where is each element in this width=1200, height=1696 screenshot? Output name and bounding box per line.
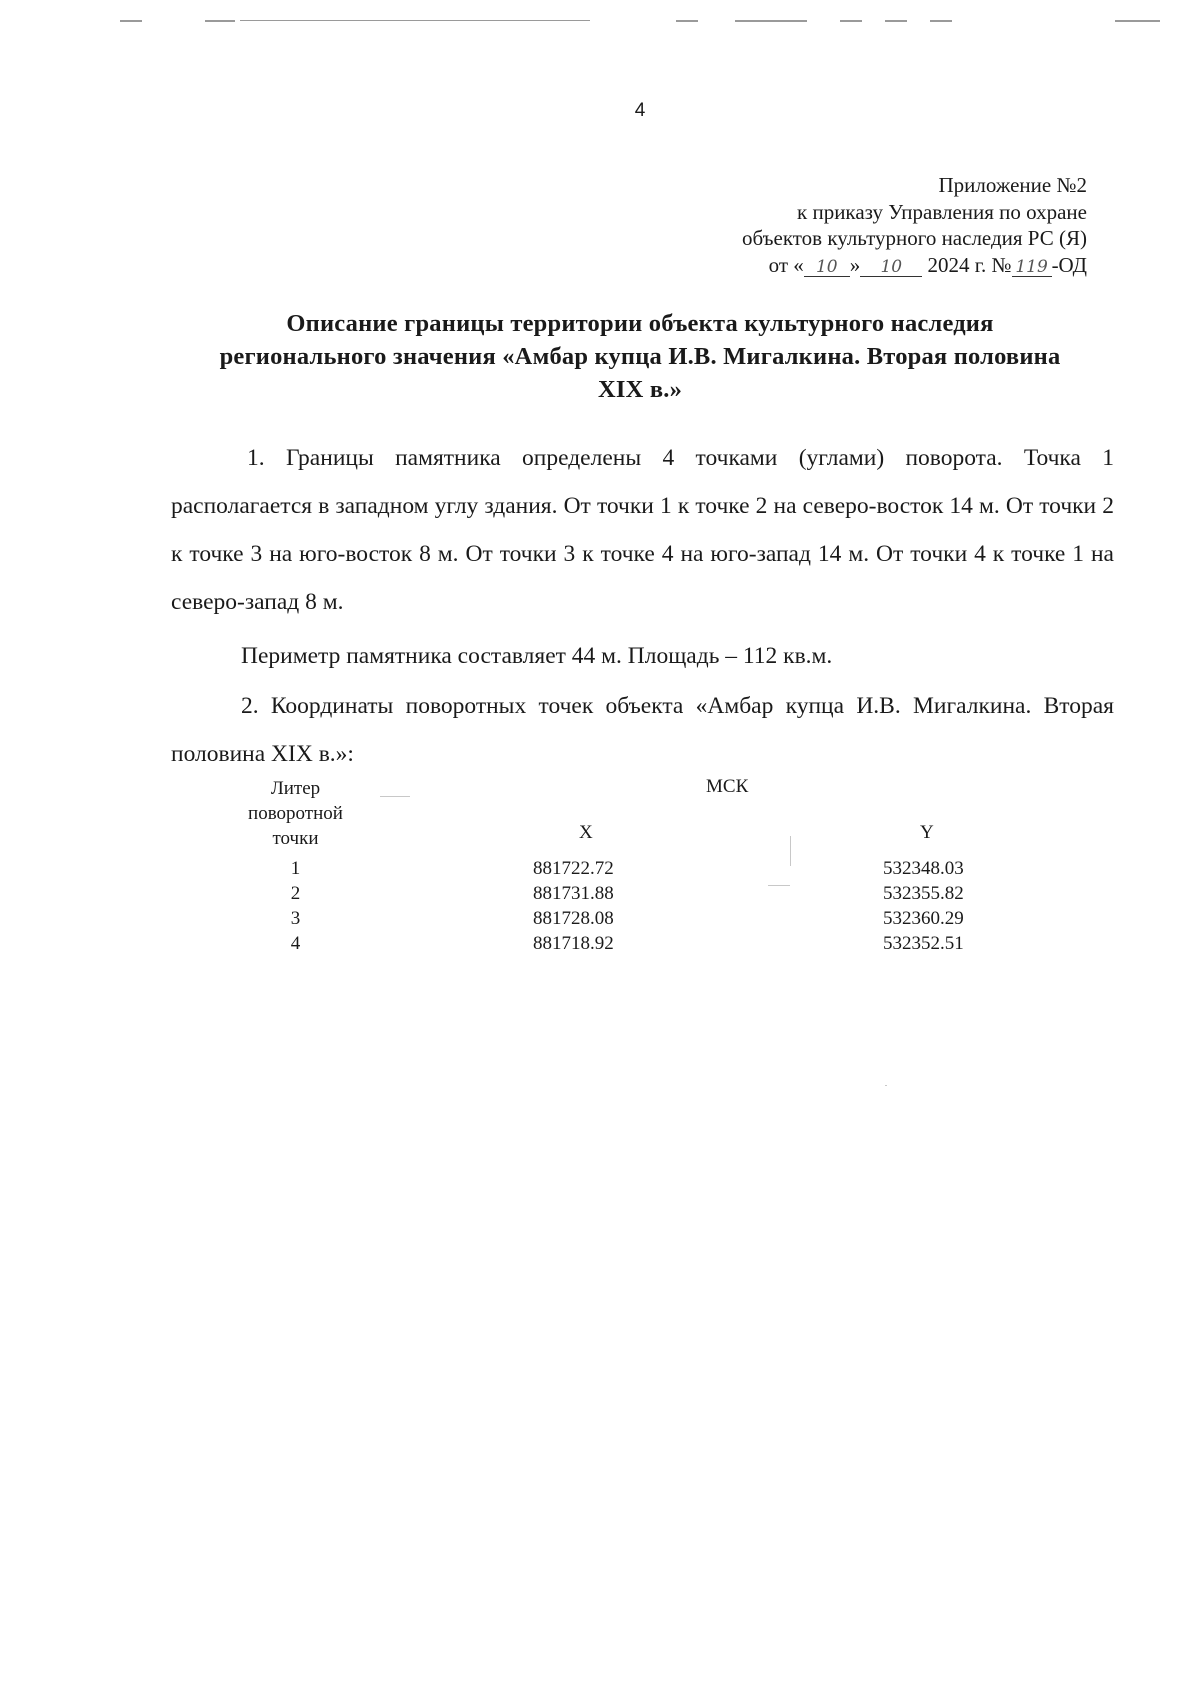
handwritten-day: 10 [804, 258, 850, 277]
header-coordinate-system: МСК [706, 776, 749, 797]
date-mid: » [849, 252, 861, 277]
header-point-line: точки [272, 828, 319, 849]
page-number: 4 [634, 100, 646, 121]
scan-artifact [735, 20, 807, 22]
date-year: 2024 г. № [927, 252, 1012, 277]
document-title: Описание границы территории объекта культурного наследия регионального значения «Амбар купца И.В. Мигалкина. Вторая половина XIX в.» [219, 310, 1061, 403]
y-value: 532360.29 [883, 908, 964, 929]
paragraph-perimeter: Периметр памятника составляет 44 м. Площадь – 112 кв.м. [241, 643, 833, 669]
order-suffix: -ОД [1051, 252, 1087, 277]
paragraph-coordinates-intro: 2. Координаты поворотных точек объекта «Амбар купца И.В. Мигалкина. Вторая половина XIX в.»: [171, 693, 1114, 767]
scan-artifact [1115, 20, 1160, 22]
x-value: 881728.08 [533, 908, 614, 929]
x-value: 881722.72 [533, 858, 614, 879]
date-prefix: от « [768, 252, 804, 277]
scan-artifact [240, 20, 590, 21]
approval-line: объектов культурного наследия РС (Я) [742, 226, 1087, 250]
approval-block [742, 172, 1087, 278]
header-point-line: Литер [270, 778, 321, 799]
scan-artifact [676, 20, 698, 22]
table-row [233, 906, 1093, 931]
scan-speck [790, 836, 791, 866]
scan-speck [768, 885, 790, 886]
scan-artifact [205, 20, 235, 22]
scan-artifact [840, 20, 862, 22]
scan-speck [885, 1085, 887, 1086]
approval-date-line [742, 252, 1087, 279]
point-number: 2 [290, 883, 301, 904]
table-row [233, 931, 1093, 956]
header-y: Y [920, 822, 934, 843]
x-value: 881731.88 [533, 883, 614, 904]
scan-artifact [120, 20, 142, 22]
header-x: X [579, 822, 593, 843]
paragraph-boundaries: 1. Границы памятника определены 4 точками (углами) поворота. Точка 1 располагается в западном углу здания. От точки 1 к точке 2 на северо-восток 14 м. От точки 2 к точке 3 на юго-восток 8 м. От точки 3 к точке 4 на юго-запад 14 м. От точки 4 к точке 1 на северо-запад 8 м. [171, 445, 1114, 615]
table-row [233, 881, 1093, 906]
x-value: 881718.92 [533, 933, 614, 954]
point-number: 1 [290, 858, 301, 879]
handwritten-month: 10 [860, 258, 922, 277]
point-number: 3 [290, 908, 301, 929]
approval-line: к приказу Управления по охране [797, 199, 1087, 224]
approval-line: Приложение №2 [938, 173, 1087, 197]
y-value: 532352.51 [883, 933, 964, 954]
scan-speck [380, 796, 410, 797]
handwritten-order-number: 119 [1012, 258, 1052, 277]
y-value: 532348.03 [883, 858, 964, 879]
point-number: 4 [290, 933, 301, 954]
table-row [233, 856, 1093, 881]
header-point-line: поворотной [248, 803, 343, 824]
header-point-letter [233, 776, 358, 851]
scan-artifact [885, 20, 907, 22]
scan-artifact [930, 20, 952, 22]
y-value: 532355.82 [883, 883, 964, 904]
